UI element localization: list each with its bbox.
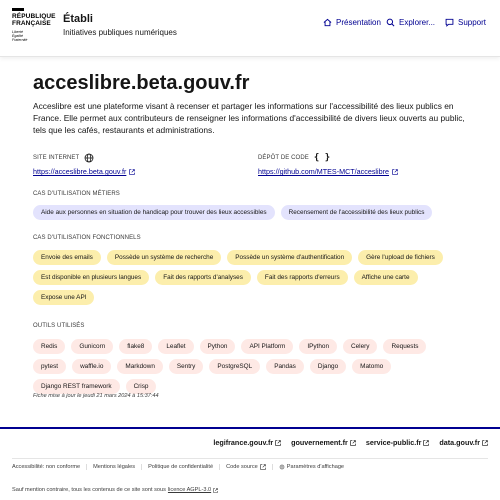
external-link-icon <box>213 488 218 493</box>
footer-bottom-link[interactable] <box>12 464 86 470</box>
functional-use-tag[interactable]: Expose une API <box>33 290 94 305</box>
footer-link-label: data.gouv.fr <box>439 438 480 447</box>
motto-fraternite: Fraternité <box>12 37 28 42</box>
tool-tag[interactable]: Django <box>310 359 346 374</box>
tool-tag[interactable]: Crisp <box>126 379 157 394</box>
footer-link-label: service-public.fr <box>365 438 422 447</box>
tool-tag[interactable]: Gunicorn <box>71 339 113 354</box>
page-title: acceslibre.beta.gouv.fr <box>33 72 250 94</box>
globe-icon <box>84 153 94 163</box>
business-use-tag[interactable]: Aide aux personnes en situation de handicap pour trouver des lieux accessibles <box>33 205 275 220</box>
functional-use-tag[interactable]: Affiche une carte <box>354 270 418 285</box>
business-use-tag[interactable]: Recensement de l'accessibilité des lieux publics <box>281 205 433 220</box>
site-header <box>0 0 500 57</box>
footer-link-label: legifrance.gouv.fr <box>213 438 274 447</box>
tool-tag[interactable]: waffle.io <box>72 359 111 374</box>
functional-use-tag[interactable]: Fait des rapports d'analyses <box>155 270 251 285</box>
footer-bottom-link[interactable] <box>86 464 141 470</box>
footer-bottom-link-label: Accessibilité: non conforme <box>12 464 81 470</box>
external-link-icon <box>423 440 429 446</box>
footer-bottom-link-label: Politique de confidentialité <box>148 464 214 470</box>
last-updated: Fiche mise à jour le jeudi 21 mars 2024 à 15:37:44 <box>33 393 159 399</box>
functional-use-tag[interactable]: Gère l'upload de fichiers <box>358 250 443 265</box>
website-label: SITE INTERNET <box>33 155 80 161</box>
logo-bar <box>12 8 24 11</box>
display-settings-icon <box>279 464 285 470</box>
footer-bottom-link-label: Paramètres d'affichage <box>286 464 345 470</box>
republique-francaise-logo[interactable] <box>12 8 56 42</box>
license-notice <box>12 487 218 493</box>
footer-bottom-links <box>12 464 350 470</box>
website-link[interactable] <box>33 167 135 176</box>
footer-links <box>213 438 488 447</box>
service-name: Établi <box>63 13 93 25</box>
tool-tag[interactable]: Redis <box>33 339 65 354</box>
tool-tag[interactable]: Sentry <box>169 359 203 374</box>
external-link-icon <box>350 440 356 446</box>
service-tagline: Initiatives publiques numériques <box>63 28 177 37</box>
functional-use-tag[interactable]: Possède un système d'authentification <box>227 250 352 265</box>
website-link-text: https://acceslibre.beta.gouv.fr <box>33 167 127 176</box>
footer-link-label: gouvernement.fr <box>291 438 348 447</box>
tool-tag[interactable]: Requests <box>383 339 426 354</box>
repo-label: DÉPÔT DE CODE <box>258 155 309 161</box>
tool-tag[interactable]: pytest <box>33 359 66 374</box>
motto-egalite: Égalité <box>12 33 23 38</box>
business-uses-label: CAS D'UTILISATION MÉTIERS <box>33 191 120 197</box>
footer-link[interactable] <box>213 438 281 447</box>
tool-tag[interactable]: flake8 <box>119 339 152 354</box>
functional-use-tag[interactable]: Envoie des emails <box>33 250 101 265</box>
nav-presentation[interactable] <box>323 18 381 27</box>
nav-explorer-label: Explorer... <box>399 18 436 27</box>
tool-tag[interactable]: Celery <box>343 339 377 354</box>
tool-tag[interactable]: PostgreSQL <box>209 359 260 374</box>
functional-use-tag[interactable]: Possède un système de recherche <box>107 250 221 265</box>
footer-bottom-link[interactable] <box>141 464 219 470</box>
tool-tag[interactable]: Matomo <box>352 359 391 374</box>
external-link-icon <box>482 440 488 446</box>
site-footer <box>0 427 500 500</box>
tool-tag[interactable]: Django REST framework <box>33 379 120 394</box>
website-label-row <box>33 153 94 163</box>
nav-support[interactable] <box>445 18 486 27</box>
tools-tags <box>33 339 463 394</box>
tool-tag[interactable]: API Platform <box>241 339 293 354</box>
footer-bottom-link[interactable] <box>219 464 272 470</box>
tool-tag[interactable]: IPython <box>299 339 337 354</box>
service-title[interactable] <box>63 13 177 38</box>
footer-divider <box>12 458 488 459</box>
external-link-icon <box>260 464 266 470</box>
footer-bottom-link-label: Mentions légales <box>93 464 136 470</box>
footer-bottom-link-label: Code source <box>226 464 258 470</box>
chat-icon <box>445 18 454 27</box>
functional-uses-tags <box>33 250 458 305</box>
nav-support-label: Support <box>458 18 487 27</box>
search-icon <box>386 18 395 27</box>
nav-presentation-label: Présentation <box>336 18 381 27</box>
external-link-icon <box>392 169 398 175</box>
repo-link[interactable] <box>258 167 398 176</box>
business-uses-tags <box>33 205 473 220</box>
functional-use-tag[interactable]: Est disponible en plusieurs langues <box>33 270 149 285</box>
license-prefix: Sauf mention contraire, tous les contenus de ce site sont sous <box>12 487 166 493</box>
logo-motto <box>12 30 52 43</box>
tool-tag[interactable]: Leaflet <box>158 339 193 354</box>
page-description: Acceslibre est une plateforme visant à recenser et partager les informations sur l'accessibilité des lieux publics en France. Elle permet aux contributeurs de renseigner les informations d'accessibilité de divers lieux ouverts au public, tels que les cafés, restaurants et administrations. <box>33 101 465 135</box>
footer-link[interactable] <box>439 438 488 447</box>
tools-label: OUTILS UTILISÉS <box>33 323 85 329</box>
nav-explorer[interactable] <box>386 18 435 27</box>
repo-link-text: https://github.com/MTES-MCT/acceslibre <box>258 167 390 176</box>
tool-tag[interactable]: Markdown <box>117 359 162 374</box>
footer-link[interactable] <box>366 438 430 447</box>
external-link-icon <box>275 440 281 446</box>
footer-bottom-link[interactable] <box>272 464 350 470</box>
tool-tag[interactable]: Pandas <box>266 359 304 374</box>
repo-label-row <box>258 153 330 163</box>
footer-link[interactable] <box>291 438 356 447</box>
logo-line2: FRANÇAISE <box>12 20 51 27</box>
functional-uses-label: CAS D'UTILISATION FONCTIONNELS <box>33 235 141 241</box>
tool-tag[interactable]: Python <box>200 339 236 354</box>
functional-use-tag[interactable]: Fait des rapports d'erreurs <box>257 270 348 285</box>
motto-liberte: Liberté <box>12 29 23 34</box>
code-braces-icon: { } <box>313 153 331 163</box>
home-icon <box>323 18 332 27</box>
external-link-icon <box>129 169 135 175</box>
logo-line1: RÉPUBLIQUE <box>12 12 56 20</box>
license-link[interactable]: licence AGPL-3.0 <box>167 487 212 493</box>
